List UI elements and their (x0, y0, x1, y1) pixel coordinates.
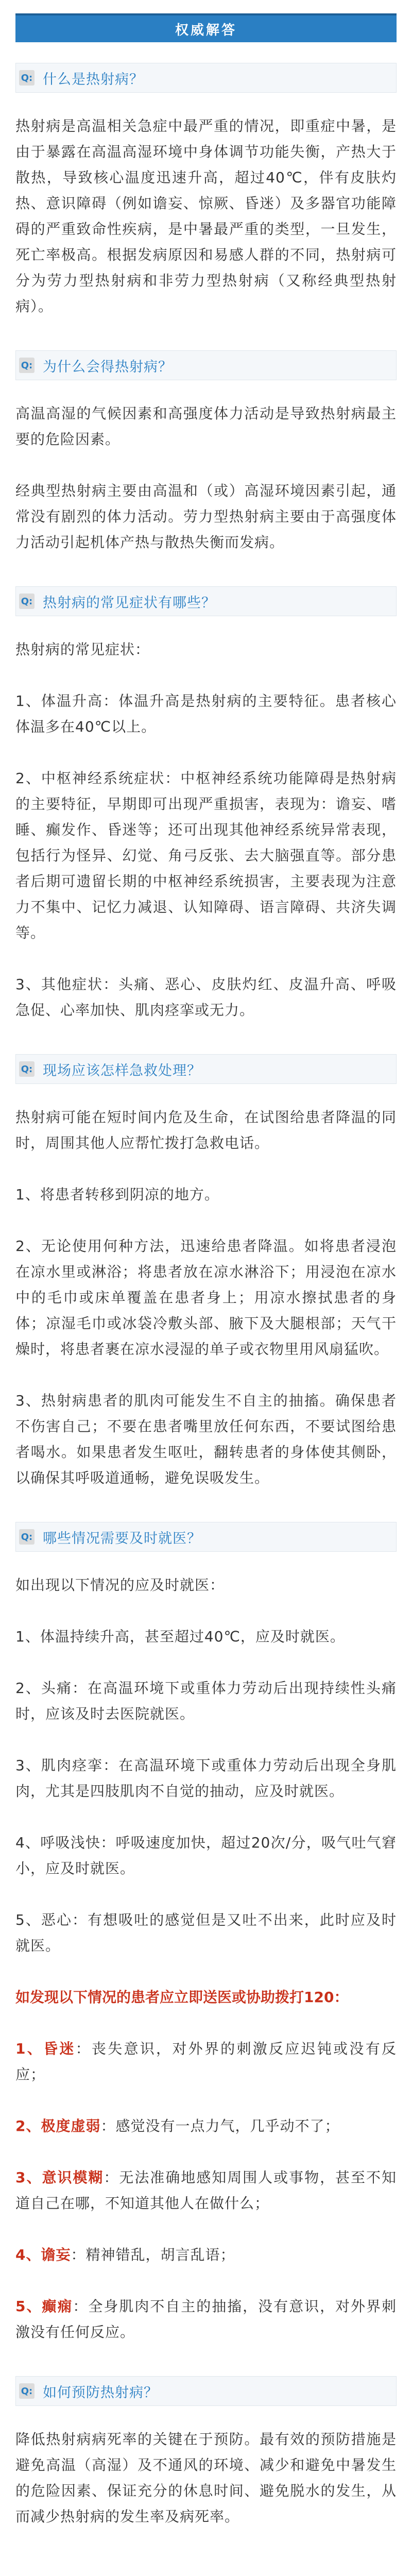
answer-paragraph: 降低热射病病死率的关键在于预防。最有效的预防措施是避免高温（高湿）及不通风的环境、减少和避免中暑发生的危险因素、保证充分的休息时间、避免脱水的发生，从而减少热射病的发生率及病死率。 (15, 2431, 397, 2525)
answer-paragraph: 2、头痛：在高温环境下或重体力劳动后出现持续性头痛时，应该及时去医院就医。 (15, 1680, 397, 1722)
question-badge-icon: Q: (19, 1529, 35, 1545)
qa-section-prevention (15, 2376, 397, 2530)
question-title: 什么是热射病？ (43, 71, 144, 88)
qa-section-first-aid (15, 1054, 397, 1491)
answer-paragraph: 4、呼吸浅快：呼吸速度加快，超过20次/分，吸气吐气窘小，应及时就医。 (15, 1834, 397, 1877)
section-banner (15, 13, 397, 42)
emergency-desc: ：无法准确地感知周围人或事物，甚至不知道自己在哪，不知道其他人在做什么； (15, 2169, 397, 2212)
qa-section-causes (15, 350, 397, 555)
question-bar (15, 2376, 397, 2406)
emergency-term: 4、谵妄 (15, 2246, 71, 2263)
emergency-item (15, 2165, 397, 2216)
answer-paragraph: 3、热射病患者的肌肉可能发生不自主的抽搐。确保患者不伤害自己；不要在患者嘴里放任何东西，不要试图给患者喝水。如果患者发生呕吐，翻转患者的身体使其侧卧，以确保其呼吸道通畅，避免误吸发生。 (15, 1392, 397, 1486)
qa-section-when-to-seek-care (15, 1522, 397, 2345)
question-bar (15, 1522, 397, 1552)
question-badge-icon: Q: (19, 1061, 35, 1077)
answer-paragraph: 2、无论使用何种方法，迅速给患者降温。如将患者浸泡在凉水里或淋浴；将患者放在凉水淋浴下；用浸泡在凉水中的毛巾或床单覆盖在患者身上；用凉水擦拭患者的身体；凉湿毛巾或冰袋冷敷头部、腋下及大腿根部；天气干燥时，将患者裹在凉水浸湿的单子或衣物里用风扇猛吹。 (15, 1238, 397, 1358)
answer-paragraph: 经典型热射病主要由高温和（或）高湿环境因素引起，通常没有剧烈的体力活动。劳力型热射病主要由于高强度体力活动引起机体产热与散热失衡而发病。 (15, 482, 397, 551)
answer-paragraph: 5、恶心：有想吸吐的感觉但是又吐不出来，此时应及时就医。 (15, 1911, 397, 1954)
question-title: 现场应该怎样急救处理？ (43, 1062, 201, 1079)
question-bar (15, 586, 397, 616)
qa-section-heatstroke-definition (15, 63, 397, 319)
answer-paragraph: 3、其他症状：头痛、恶心、皮肤灼红、皮温升高、呼吸急促、心率加快、肌肉痉挛或无力。 (15, 976, 397, 1019)
emergency-item (15, 2113, 397, 2139)
answer-paragraph: 热射病的常见症状： (15, 641, 150, 658)
question-title: 哪些情况需要及时就医？ (43, 1530, 201, 1547)
banner-title: 权威解答 (175, 22, 237, 38)
question-title: 如何预防热射病？ (43, 2384, 158, 2401)
emergency-alert: 如发现以下情况的患者应立即送医或协助拨打120： (15, 1989, 349, 2006)
answer-paragraph: 热射病可能在短时间内危及生命，在试图给患者降温的同时，周围其他人应帮忙拨打急救电话。 (15, 1109, 397, 1151)
emergency-desc: ：精神错乱，胡言乱语； (71, 2246, 235, 2263)
emergency-item (15, 2242, 397, 2268)
question-badge-icon: Q: (19, 2383, 35, 2399)
emergency-term: 3、意识模糊 (15, 2169, 104, 2186)
question-badge-icon: Q: (19, 594, 35, 609)
question-bar (15, 350, 397, 380)
emergency-desc: ：全身肌肉不自主的抽搐，没有意识，对外界刺激没有任何反应。 (15, 2298, 397, 2341)
answer-paragraph: 1、将患者转移到阴凉的地方。 (15, 1186, 219, 1203)
answer-paragraph: 3、肌肉痉挛：在高温环境下或重体力劳动后出现全身肌肉，尤其是四肢肌肉不自觉的抽动，应及时就医。 (15, 1757, 397, 1800)
answer-paragraph: 1、体温升高：体温升高是热射病的主要特征。患者核心体温多在40℃以上。 (15, 692, 397, 735)
question-badge-icon: Q: (19, 358, 35, 373)
question-bar (15, 1054, 397, 1084)
emergency-term: 2、极度虚弱 (15, 2117, 101, 2134)
qa-section-symptoms (15, 586, 397, 1023)
question-bar (15, 63, 397, 93)
emergency-item (15, 2036, 397, 2088)
question-title: 热射病的常见症状有哪些？ (43, 595, 216, 611)
emergency-desc: ：感觉没有一点力气，几乎动不了； (100, 2117, 340, 2134)
emergency-desc: ：丧失意识，对外界的刺激反应迟钝或没有反应； (15, 2040, 397, 2083)
answer-paragraph: 如出现以下情况的应及时就医： (15, 1577, 225, 1594)
question-title: 为什么会得热射病？ (43, 359, 173, 375)
emergency-term: 1、昏迷 (15, 2040, 76, 2057)
emergency-item (15, 2294, 397, 2345)
answer-paragraph: 热射病是高温相关急症中最严重的情况，即重症中暑，是由于暴露在高温高湿环境中身体调节功能失衡，产热大于散热，导致核心温度迅速升高，超过40℃，伴有皮肤灼热、意识障碍（例如谵妄、惊厥、昏迷）及多器官功能障碍的严重致命性疾病，是中暑最严重的类型，一旦发生，死亡率极高。根据发病原因和易感人群的不同，热射病可分为劳力型热射病和非劳力型热射病（又称经典型热射病）。 (15, 117, 397, 315)
answer-paragraph: 高温高湿的气候因素和高强度体力活动是导致热射病最主要的危险因素。 (15, 405, 397, 448)
answer-paragraph: 2、中枢神经系统症状：中枢神经系统功能障碍是热射病的主要特征，早期即可出现严重损害，表现为：谵妄、嗜睡、癫发作、昏迷等；还可出现其他神经系统异常表现，包括行为怪异、幻觉、角弓反张、去大脑强直等。部分患者后期可遗留长期的中枢神经系统损害，主要表现为注意力不集中、记忆力减退、认知障碍、语言障碍、共济失调等。 (15, 770, 397, 941)
emergency-term: 5、癫痫 (15, 2298, 73, 2315)
answer-paragraph: 1、体温持续升高，甚至超过40℃，应及时就医。 (15, 1628, 345, 1645)
question-badge-icon: Q: (19, 70, 35, 86)
